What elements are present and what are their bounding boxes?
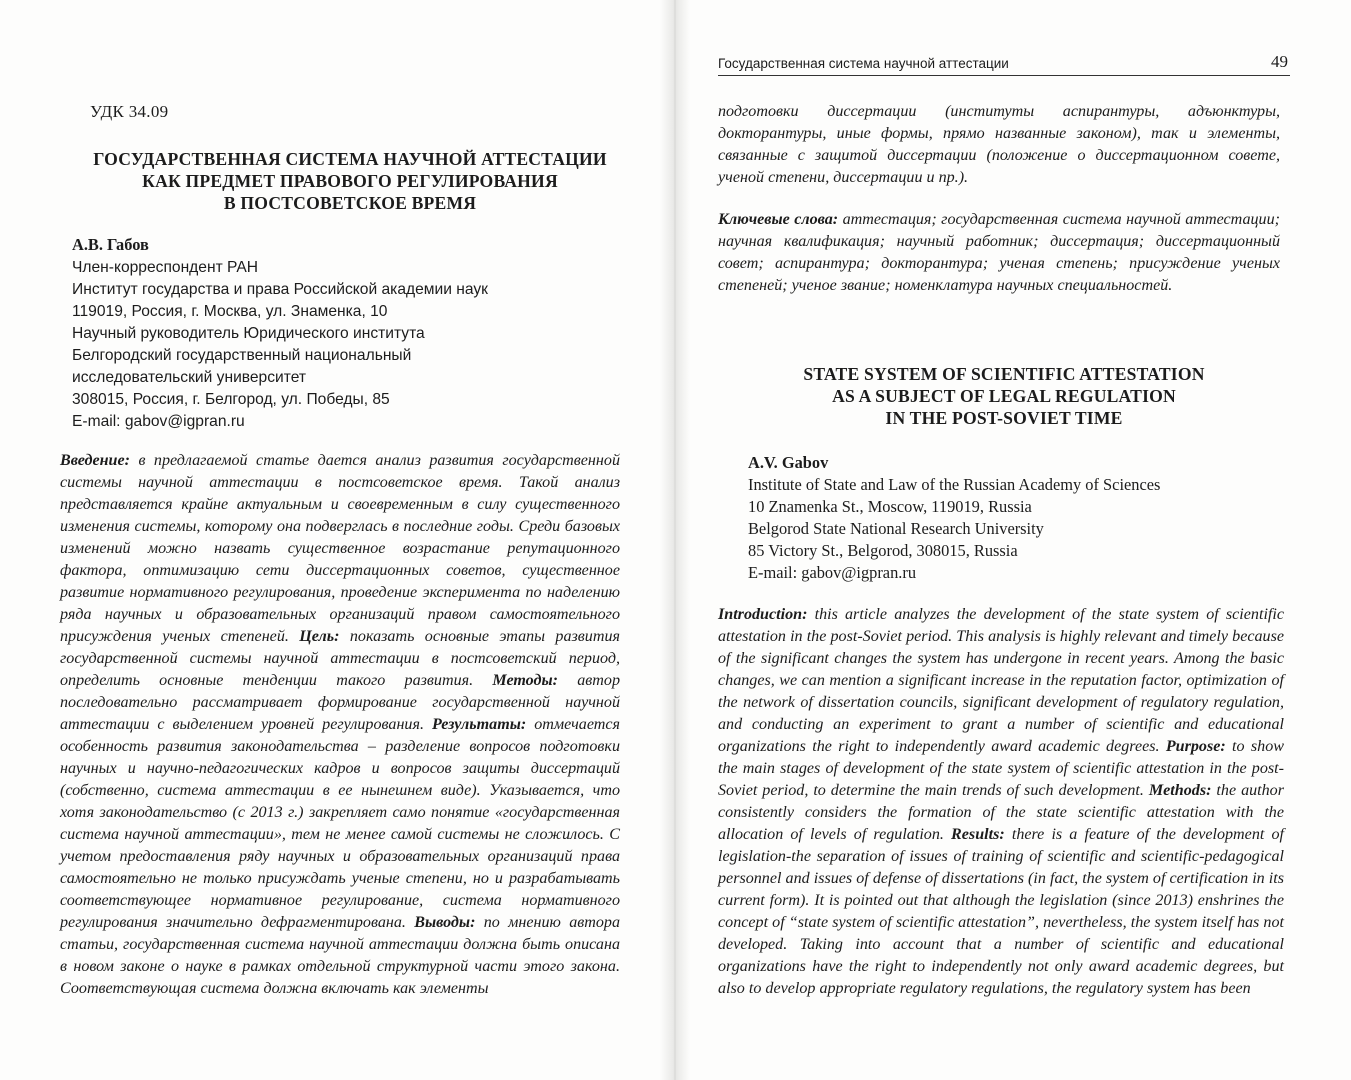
abstract-ru — [60, 450, 620, 1000]
abstract-text-conclusions: по мнению автора статьи, государственная система научной аттестации должна быть описана в новом законе о науке в рамках отдельной структурной части этого закона. Соответствующая система должна включать как элементы — [60, 914, 620, 997]
keywords-label: Ключевые слова: — [718, 211, 839, 228]
abstract-label-results: Результаты: — [431, 716, 527, 733]
article-title-ru — [80, 148, 620, 214]
affiliation-line: Belgorod State National Research University — [748, 519, 1044, 538]
title-line: AS A SUBJECT OF LEGAL REGULATION — [832, 386, 1176, 406]
author-email: E-mail: gabov@igpran.ru — [72, 413, 245, 430]
affiliation-line: Institute of State and Law of the Russian Academy of Sciences — [748, 475, 1161, 494]
affiliation-line: Институт государства и права Российской академии наук — [72, 281, 488, 298]
author-name: A.V. Gabov — [748, 453, 829, 472]
affiliation-line: Белгородский государственный национальный — [72, 347, 412, 364]
running-head — [718, 52, 1290, 76]
udc-code: УДК 34.09 — [90, 102, 169, 121]
abstract-label-results: Results: — [951, 826, 1005, 843]
abstract-text-results: there is a feature of the development of legislation-the separation of issues of training of scientific and scientific-pedagogical personnel and issues of defense of dissertations (in fact, the system of certification in its current form). It is pointed out that although the legislation (since 2013) enshrines the concept of “state system of scientific attestation”, nevertheless, the system itself has not developed. Taking into account that a number of scientific and educational organizations have the right to independently not only award academic degrees, but also to develop appropriate regulatory regulations, the regulatory system has been — [718, 826, 1284, 997]
article-title-en — [718, 363, 1290, 429]
affiliation-line: Член-корреспондент РАН — [72, 259, 259, 276]
affiliation-line: исследовательский университет — [72, 369, 307, 386]
title-line: ГОСУДАРСТВЕННАЯ СИСТЕМА НАУЧНОЙ АТТЕСТАЦИИ — [93, 149, 607, 169]
abstract-text-methods: автор последовательно рассматривает формирование государственной научной аттестации с выделением уровней регулирования. — [60, 672, 620, 733]
abstract-ru-continuation: подготовки диссертации (институты аспирантуры, адъюнктуры, докторантуры, иные формы, прямо названные законом), так и элементы, связанные с защитой диссертации (положение о диссертационном совете, ученой степени, диссертации и пр.). — [718, 103, 1280, 186]
abstract-label-goal: Цель: — [299, 628, 340, 645]
title-line: STATE SYSTEM OF SCIENTIFIC ATTESTATION — [803, 364, 1205, 384]
abstract-label-intro: Introduction: — [718, 606, 808, 623]
abstract-label-intro: Введение: — [60, 452, 130, 469]
keywords-text: аттестация; государственная система научной аттестации; научная квалификация; научный работник; диссертация; диссертационный совет; аспирантура; докторантура; ученая степень; присуждение ученых степеней; ученое звание; номенклатура научных специальностей. — [718, 211, 1281, 294]
title-line: IN THE POST-SOVIET TIME — [885, 408, 1123, 428]
title-line: КАК ПРЕДМЕТ ПРАВОВОГО РЕГУЛИРОВАНИЯ — [142, 171, 558, 191]
author-block-ru — [72, 233, 488, 433]
page-number: 49 — [1271, 52, 1288, 71]
affiliation-line: 85 Victory St., Belgorod, 308015, Russia — [748, 541, 1018, 560]
abstract-text-intro: this article analyzes the development of the state system of scientific attestation in the post-Soviet period. This analysis is highly relevant and timely because of the significant changes the system has undergone in recent years. Among the basic changes, we can mention a significant increase in the reputation factor, optimization of the network of dissertation councils, significant development of regulatory regulation, and conducting an experiment to grant a number of scientific and educational organizations the right to independently award academic degrees. — [718, 606, 1284, 755]
author-email: E-mail: gabov@igpran.ru — [748, 563, 917, 582]
author-block-en — [748, 451, 1160, 584]
abstract-label-methods: Методы: — [492, 672, 559, 689]
title-line: В ПОСТСОВЕТСКОЕ ВРЕМЯ — [223, 193, 477, 213]
abstract-text-intro: в предлагаемой статье дается анализ развития государственной системы научной аттестации в постсоветское время. Такой анализ представляется крайне актуальным и своевременным в силу существенного изменения системы, которому она подверглась в последние годы. Среди базовых изменений можно назвать существенное возрастание репутационного фактора, оптимизацию сети диссертационных советов, существенное развитие нормативного регулирования, проведение эксперимента по наделению ряда научных и образовательных организаций правом самостоятельного присуждения ученых степеней. — [60, 452, 620, 645]
abstract-text-methods: the author consistently considers the formation of the state scientific attestation with the allocation of levels of regulation. — [718, 782, 1284, 843]
affiliation-line: 119019, Россия, г. Москва, ул. Знаменка, 10 — [72, 303, 388, 320]
abstract-text-purpose: to show the main stages of development of the state system of scientific attestation in the post-Soviet period, to determine the main trends of such development. — [718, 738, 1284, 799]
abstract-label-purpose: Purpose: — [1165, 738, 1226, 755]
abstract-text-goal: показать основные этапы развития государственной системы научной аттестации в постсоветский период, определить основные тенденции такого развития. — [60, 628, 620, 689]
affiliation-line: Научный руководитель Юридического института — [72, 325, 425, 342]
affiliation-line: 308015, Россия, г. Белгород, ул. Победы, 85 — [72, 391, 390, 408]
running-head-title: Государственная система научной аттестации — [718, 56, 1009, 71]
affiliation-line: 10 Znamenka St., Moscow, 119019, Russia — [748, 497, 1032, 516]
abstract-label-conclusions: Выводы: — [414, 914, 476, 931]
author-name: А.В. Габов — [72, 235, 149, 254]
keywords-ru — [718, 209, 1280, 297]
book-gutter — [660, 0, 690, 1080]
abstract-label-methods: Methods: — [1148, 782, 1212, 799]
abstract-text-results: отмечается особенность развития законодательства – разделение вопросов подготовки научных и научно-педагогических кадров и вопросов защиты диссертаций (собственно, система аттестации в ее нынешнем виде). Указывается, что хотя законодательство (с 2013 г.) закрепляет само понятие «государственная система научной аттестации», тем не менее самой системы не сложилось. С учетом предоставления ряду научных и образовательных организаций права самостоятельно не только присуждать ученые степени, но и разрабатывать соответствующее нормативное регулирование, система нормативного регулирования значительно дефрагментирована. — [60, 716, 620, 931]
abstract-en — [718, 604, 1284, 1000]
